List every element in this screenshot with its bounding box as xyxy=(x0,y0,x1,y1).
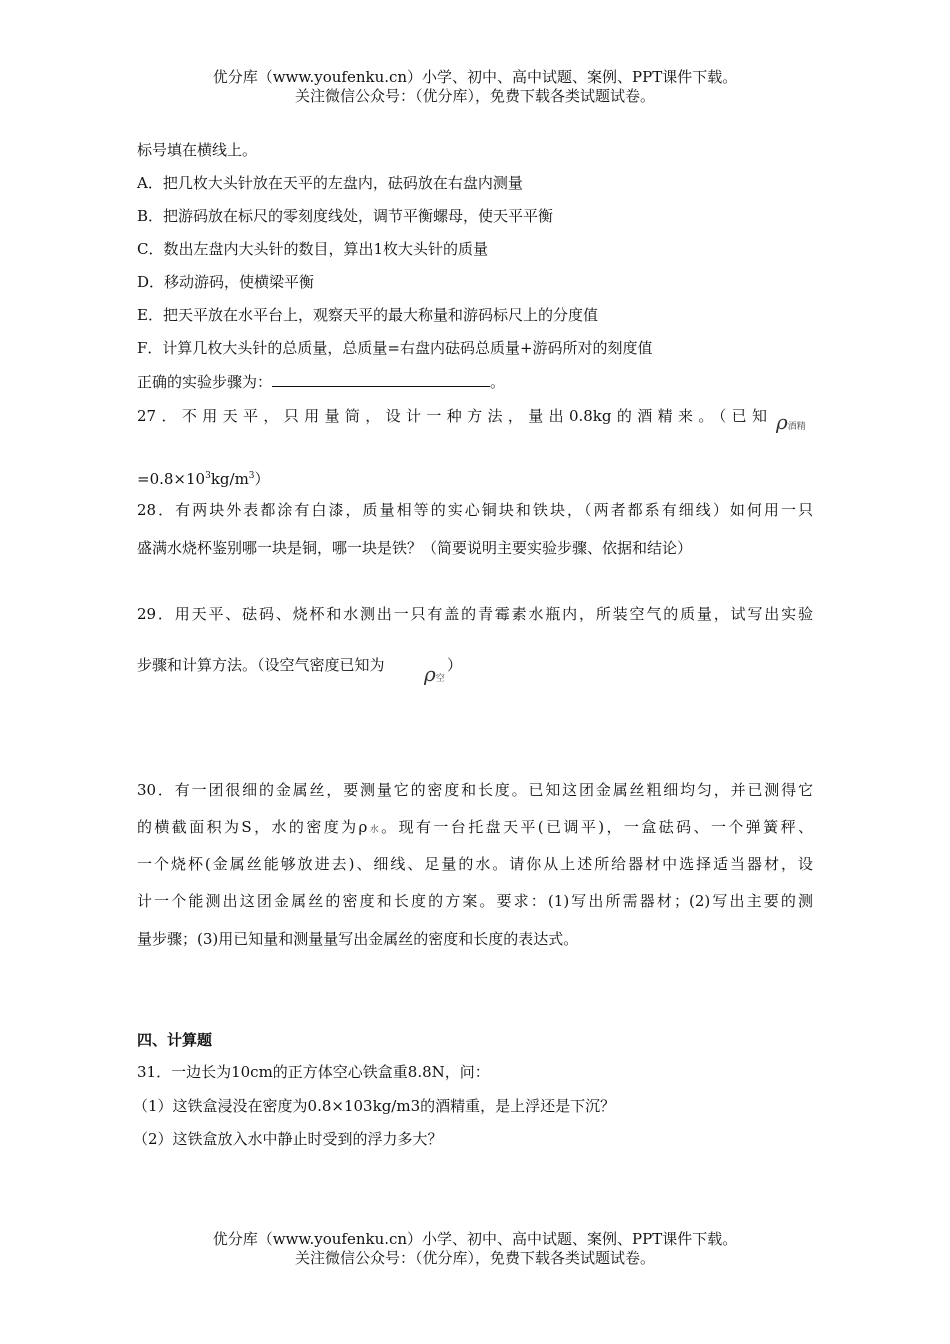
q26-answer-line xyxy=(137,372,505,392)
q30-line-1: 30．有一团很细的金属丝，要测量它的密度和长度。已知这团金属丝粗细均匀，并已测得它 xyxy=(137,781,813,799)
q30-line-2 xyxy=(137,817,813,840)
q30-line-5: 量步骤；(3)用已知量和测量量写出金属丝的密度和长度的表达式。 xyxy=(137,930,579,948)
q31-sub-2: （2）这铁盒放入水中静止时受到的浮力多大？ xyxy=(133,1130,443,1148)
q30-rho-water-subscript: 水 xyxy=(367,825,382,835)
q29-close: ） xyxy=(447,656,463,674)
q27-value-unit: kg/m xyxy=(210,470,249,488)
q27-value-prefix: =0.8×10 xyxy=(137,470,206,488)
q30-line-2-b: 。现有一台托盘天平(已调平)，一盒砝码、一个弹簧秤、 xyxy=(381,818,813,836)
q26-answer-suffix: 。 xyxy=(490,373,506,391)
q26-option-e: E．把天平放在水平台上，观察天平的最大称量和游码标尺上的分度值 xyxy=(137,306,598,324)
q26-intro: 标号填在横线上。 xyxy=(137,141,258,159)
q26-option-a: A．把几枚大头针放在天平的左盘内，砝码放在右盘内测量 xyxy=(137,174,523,192)
q26-option-c: C．数出左盘内大头针的数目，算出1枚大头针的质量 xyxy=(137,240,489,258)
q30-line-3: 一个烧杯(金属丝能够放进去)、细线、足量的水。请你从上述所给器材中选择适当器材，设 xyxy=(137,855,813,873)
header-line-2: 关注微信公众号：（优分库），免费下载各类试题试卷。 xyxy=(294,87,655,105)
section-title: 四、计算题 xyxy=(137,1031,213,1049)
q31-stem: 31．一边长为10cm的正方体空心铁盒重8.8N，问： xyxy=(137,1063,490,1081)
q28-line-1: 28．有两块外表都涂有白漆，质量相等的实心铜块和铁块，（两者都系有细线）如何用一只 xyxy=(137,501,813,519)
q26-option-f: F．计算几枚大头针的总质量，总质量=右盘内砝码总质量+游码所对的刻度值 xyxy=(137,339,653,357)
rho-icon: ρ xyxy=(424,662,436,686)
q29-line-2 xyxy=(137,655,385,675)
q28-line-2: 盛满水烧杯鉴别哪一块是铜，哪一块是铁？（简要说明主要实验步骤、依据和结论） xyxy=(137,539,693,557)
header-line-1: 优分库（www.youfenku.cn）小学、初中、高中试题、案例、PPT课件下载。 xyxy=(212,68,738,86)
q26-answer-prefix: 正确的实验步骤为： xyxy=(137,373,273,391)
q27-value-suffix: ） xyxy=(254,470,270,488)
footer-line-2: 关注微信公众号：（优分库），免费下载各类试题试卷。 xyxy=(294,1249,655,1267)
q30-line-2-a: 的横截面积为S，水的密度为ρ xyxy=(137,818,368,836)
q27-value xyxy=(137,466,270,489)
q26-option-d: D．移动游码，使横梁平衡 xyxy=(137,273,315,291)
q31-sub-1: （1）这铁盒浸没在密度为0.8×103kg/m3的酒精重，是上浮还是下沉？ xyxy=(133,1097,616,1115)
q29-rho-symbol xyxy=(424,664,445,689)
footer-line-1: 优分库（www.youfenku.cn）小学、初中、高中试题、案例、PPT课件下载。 xyxy=(212,1230,738,1248)
q30-line-4: 计一个能测出这团金属丝的密度和长度的方案。要求：(1)写出所需器材；(2)写出主要的测 xyxy=(137,892,813,910)
q29-rho-subscript: 空 xyxy=(435,674,445,684)
q26-option-b: B．把游码放在标尺的零刻度线处，调节平衡螺母，使天平平衡 xyxy=(137,207,554,225)
q27-value-exponent-2: 3 xyxy=(248,471,255,481)
rho-icon: ρ xyxy=(776,410,788,434)
q27-rho-subscript: 酒精 xyxy=(787,422,806,432)
q29-line-2-text: 步骤和计算方法。（设空气密度已知为 xyxy=(137,656,385,674)
q27-text: 27．不用天平，只用量筒，设计一种方法，量出0.8kg的酒精来。（已知 xyxy=(137,407,767,425)
q27-rho-symbol xyxy=(776,412,806,437)
q26-answer-blank[interactable] xyxy=(272,372,490,387)
q27-value-exponent: 3 xyxy=(205,471,211,481)
q29-line-1: 29．用天平、砝码、烧杯和水测出一只有盖的青霉素水瓶内，所装空气的质量，试写出实验 xyxy=(137,605,813,623)
